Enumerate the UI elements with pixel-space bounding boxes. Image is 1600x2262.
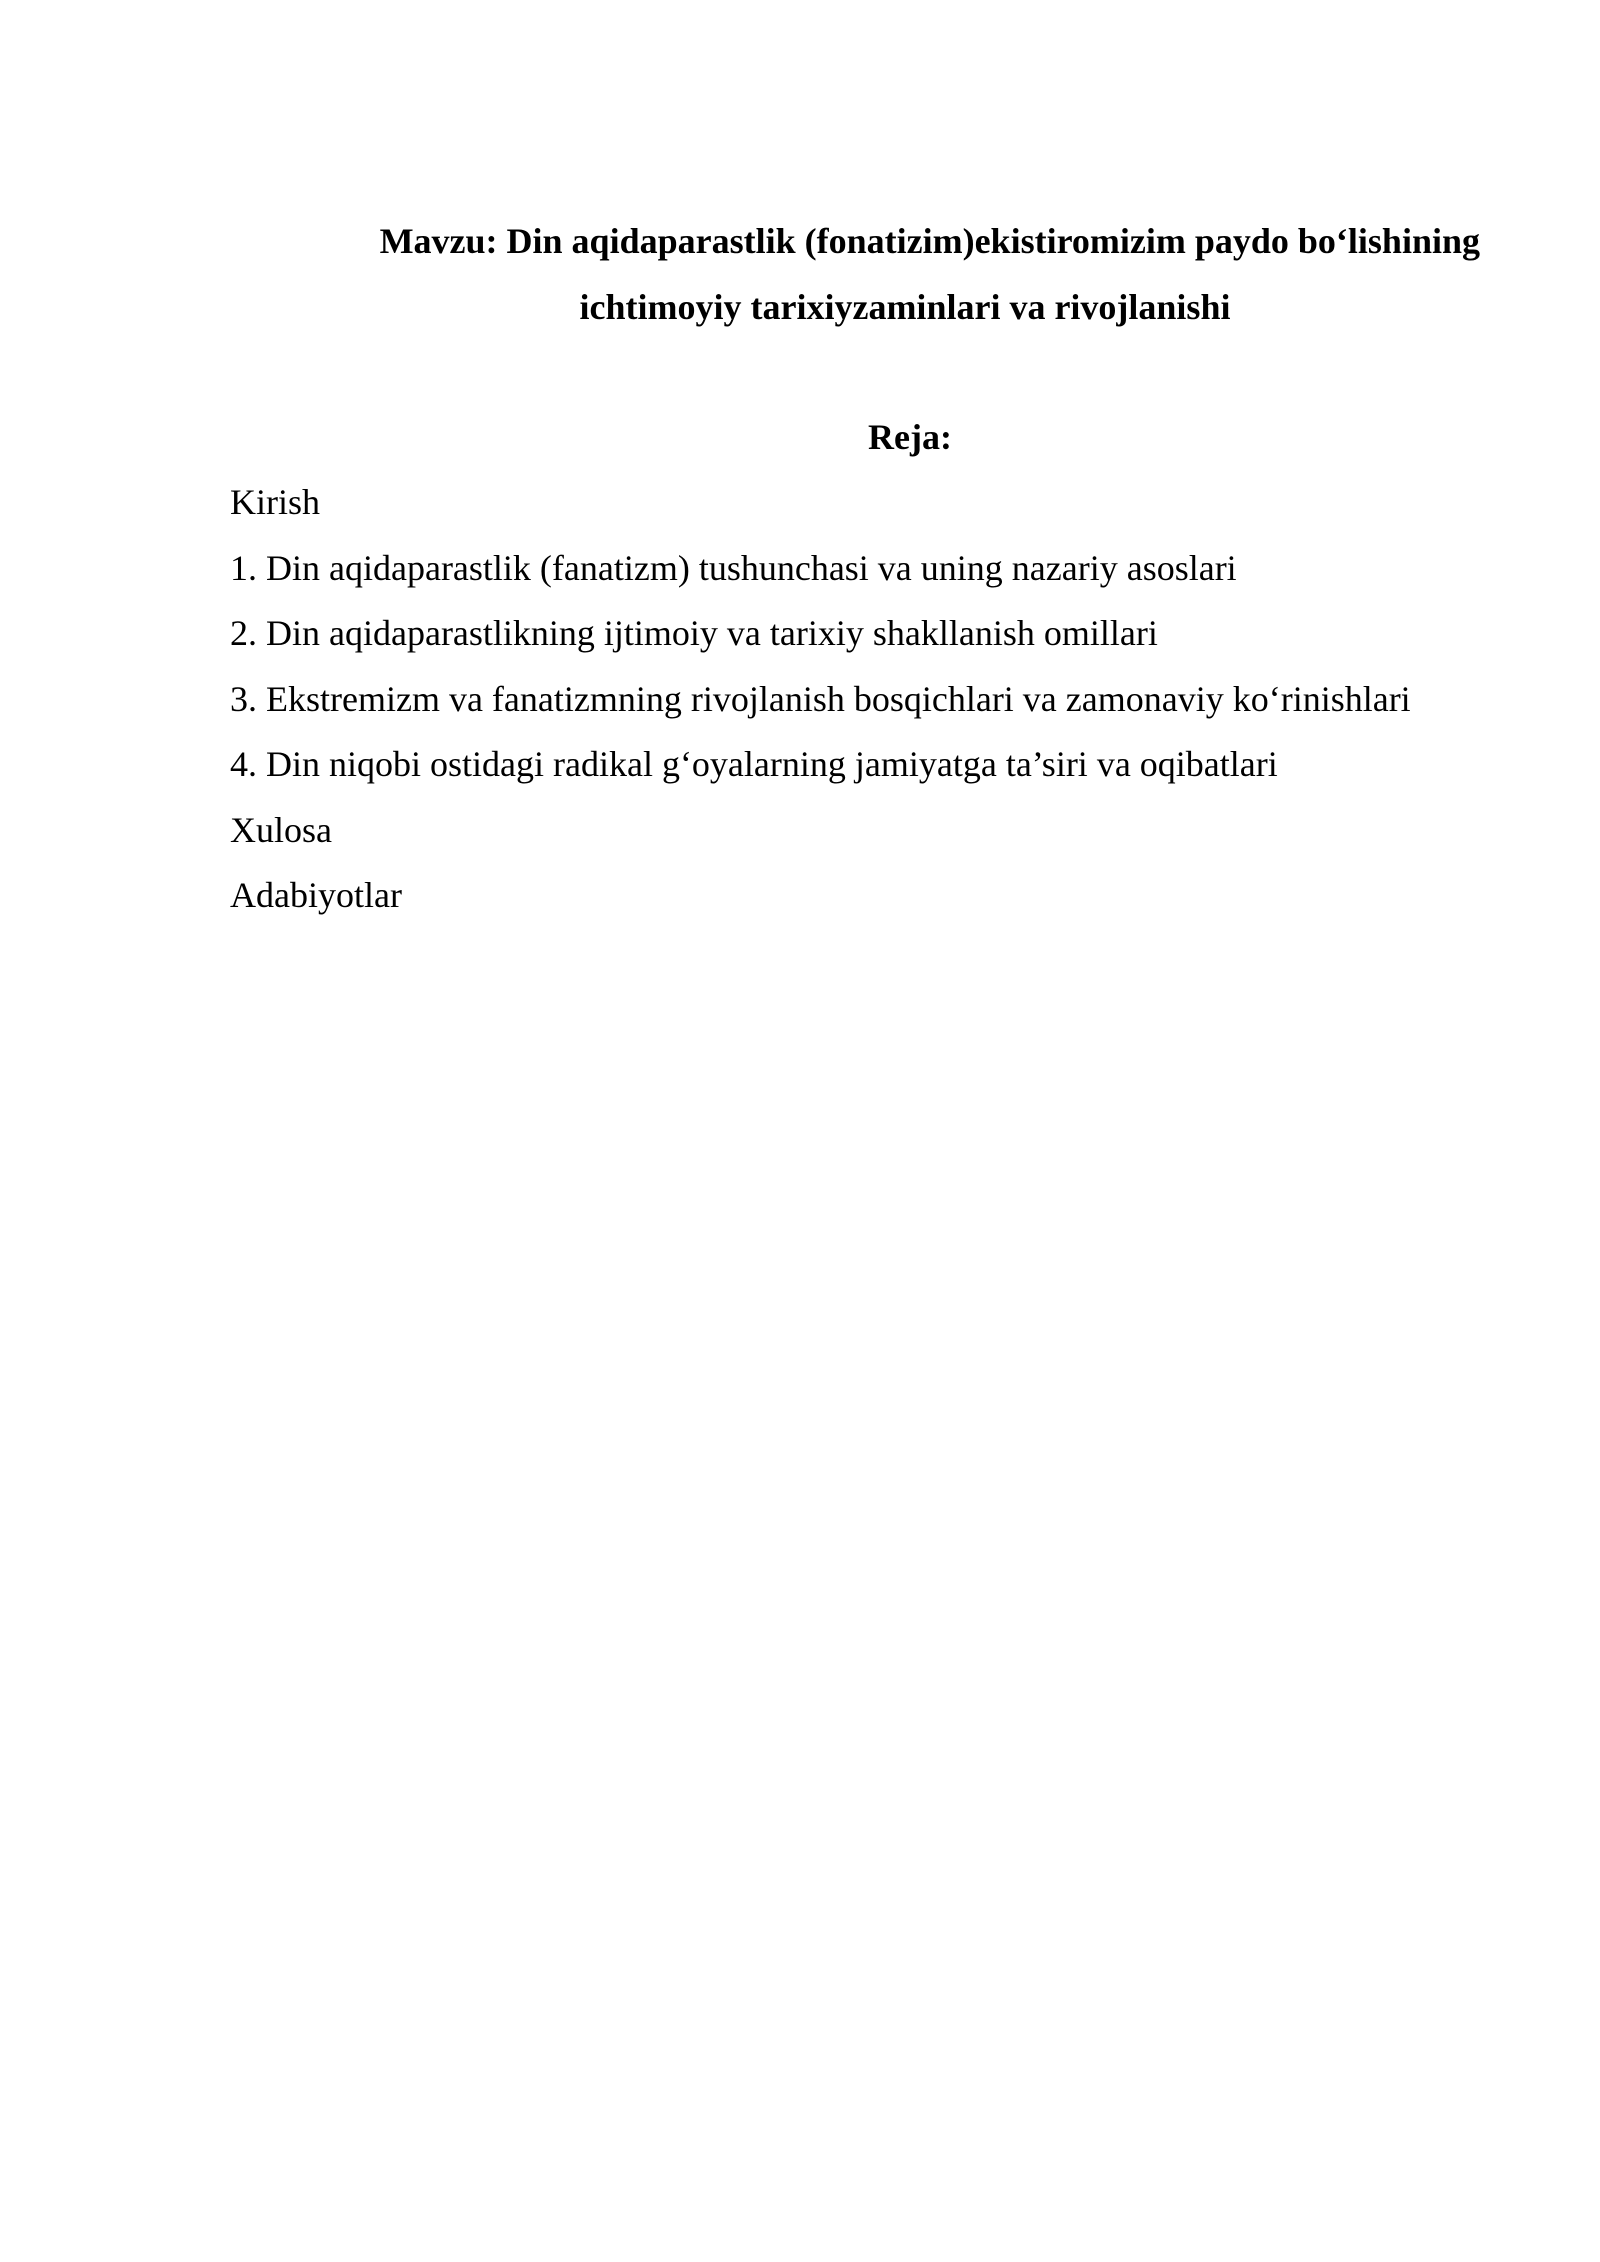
plan-item-2: 2. Din aqidaparastlikning ijtimoiy va tarixiy shakllanish omillari — [230, 613, 1158, 653]
plan-item-references: Adabiyotlar — [230, 875, 402, 915]
plan-item-conclusion: Xulosa — [230, 809, 332, 850]
document-title-line-1: Mavzu: Din aqidaparastlik (fonatizim)ekistiromizim paydo bo‘lishining — [379, 221, 1480, 261]
plan-item-introduction: Kirish — [230, 482, 320, 522]
plan-item-1: 1. Din aqidaparastlik (fanatizm) tushunchasi va uning nazariy asoslari — [230, 547, 1237, 588]
plan-heading: Reja: — [868, 417, 952, 457]
document-title-line-2: ichtimoyiy tarixiyzaminlari va rivojlanishi — [579, 287, 1231, 327]
plan-list — [230, 470, 1530, 929]
plan-item-3: 3. Ekstremizm va fanatizmning rivojlanish bosqichlari va zamonaviy ko‘rinishlari — [230, 678, 1411, 719]
plan-item-4: 4. Din niqobi ostidagi radikal g‘oyalarning jamiyatga ta’siri va oqibatlari — [230, 744, 1278, 784]
